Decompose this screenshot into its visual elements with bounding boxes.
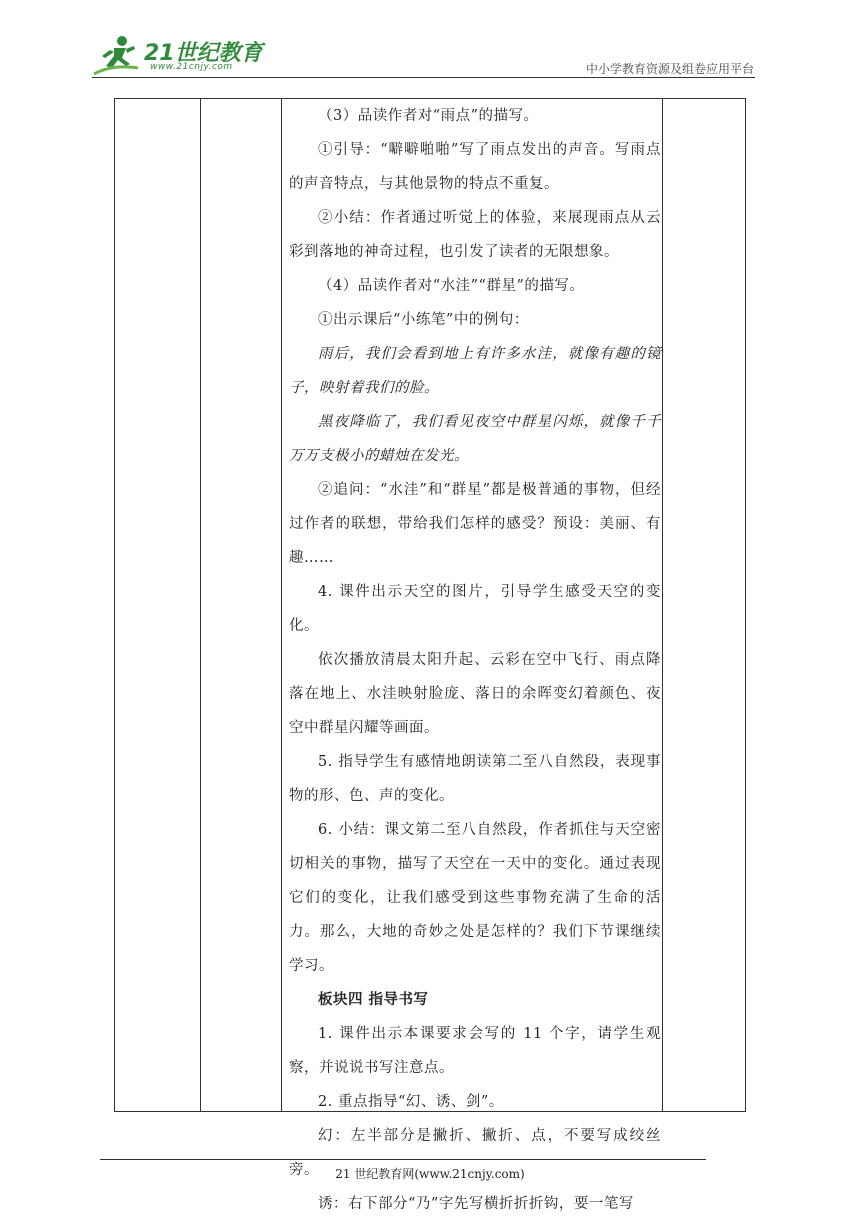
footer-text[interactable]: 21 世纪教育网(www.21cnjy.com) bbox=[335, 1167, 525, 1181]
lesson-paragraph: 4. 课件出示天空的图片，引导学生感受天空的变化。 bbox=[289, 584, 661, 634]
lesson-content bbox=[289, 99, 661, 1221]
lesson-paragraph: 2. 重点指导“幻、诱、剑”。 bbox=[318, 1094, 504, 1110]
lesson-paragraph: （3）品读作者对“雨点”的描写。 bbox=[318, 108, 539, 124]
footer-divider bbox=[100, 1159, 706, 1160]
logo-number: 21 bbox=[144, 41, 175, 66]
logo-url: www.21cnjy.com bbox=[150, 62, 233, 72]
column-divider bbox=[662, 99, 663, 1111]
lesson-paragraph: 依次播放清晨太阳升起、云彩在空中飞行、雨点降落在地上、水洼映射脸庞、落日的余晖变幻着颜色、夜空中群星闪耀等画面。 bbox=[289, 652, 661, 736]
example-sentence: 黑夜降临了，我们看见夜空中群星闪烁，就像千千万万支极小的蜡烛在发光。 bbox=[289, 414, 661, 464]
example-sentence: 雨后，我们会看到地上有许多水洼，就像有趣的镜子，映射着我们的脸。 bbox=[289, 346, 661, 396]
platform-title: 中小学教育资源及组卷应用平台 bbox=[585, 62, 754, 76]
logo-chinese: 世纪教育 bbox=[174, 41, 263, 66]
page-header bbox=[0, 0, 860, 80]
section-heading: 板块四 指导书写 bbox=[318, 992, 429, 1008]
column-divider bbox=[281, 99, 282, 1111]
lesson-paragraph: 1. 课件出示本课要求会写的 11 个字，请学生观察，并说说书写注意点。 bbox=[289, 1026, 661, 1076]
lesson-paragraph: ②小结：作者通过听觉上的体验，来展现雨点从云彩到落地的神奇过程，也引发了读者的无限想象。 bbox=[289, 210, 661, 260]
lesson-paragraph: 诱：右下部分“乃”字先写横折折折钩，要一笔写 bbox=[318, 1196, 634, 1212]
site-logo[interactable] bbox=[92, 34, 267, 78]
lesson-paragraph: ①引导：“噼噼啪啪”写了雨点发出的声音。写雨点的声音特点，与其他景物的特点不重复。 bbox=[289, 142, 661, 192]
lesson-paragraph: （4）品读作者对“水洼”“群星”的描写。 bbox=[318, 278, 585, 294]
column-divider bbox=[200, 99, 201, 1111]
lesson-paragraph: ②追问：“水洼”和“群星”都是极普通的事物，但经过作者的联想，带给我们怎样的感受？预设：美丽、有趣…… bbox=[289, 482, 661, 566]
lesson-paragraph: 幻：左半部分是撇折、撇折、点，不要写成绞丝旁。 bbox=[289, 1128, 661, 1178]
lesson-paragraph: 5. 指导学生有感情地朗读第二至八自然段，表现事物的形、色、声的变化。 bbox=[289, 754, 661, 804]
lesson-paragraph: 6. 小结：课文第二至八自然段，作者抓住与天空密切相关的事物，描写了天空在一天中的变化。通过表现它们的变化，让我们感受到这些事物充满了生命的活力。那么，大地的奇妙之处是怎样的？我们下节课继续学习。 bbox=[289, 822, 661, 974]
header-divider bbox=[92, 77, 755, 78]
running-figure-icon bbox=[92, 34, 140, 78]
lesson-paragraph: ①出示课后“小练笔”中的例句： bbox=[318, 312, 529, 328]
